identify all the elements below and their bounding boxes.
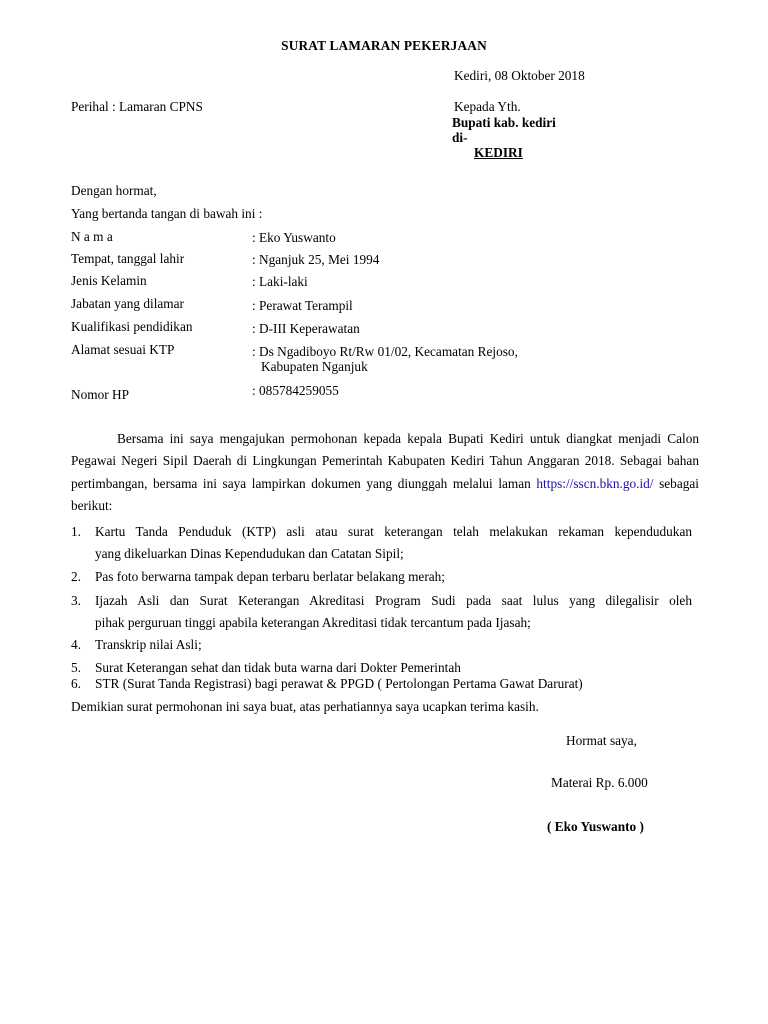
- list-item: Ijazah Asli dan Surat Keterangan Akreditasi Program Sudi pada saat lulus yang dilegalisir oleh: [95, 593, 692, 608]
- field-value-education: : D-III Keperawatan: [252, 321, 360, 336]
- field-label-name: N a m a: [71, 229, 113, 244]
- signature-name: ( Eko Yuswanto ): [547, 819, 644, 834]
- list-item: Kartu Tanda Penduduk (KTP) asli atau surat keterangan telah melakukan rekaman kependudukan: [95, 524, 692, 539]
- recipient-city: KEDIRI: [474, 145, 523, 160]
- list-item-number: 2.: [71, 569, 81, 584]
- closing-line: Demikian surat permohonan ini saya buat, atas perhatiannya saya ucapkan terima kasih.: [71, 699, 539, 714]
- intro-line: Yang bertanda tangan di bawah ini :: [71, 206, 263, 221]
- list-item: Surat Keterangan sehat dan tidak buta warna dari Dokter Pemerintah: [95, 660, 461, 675]
- list-item-number: 4.: [71, 637, 81, 652]
- field-value-position: : Perawat Terampil: [252, 298, 353, 313]
- regards: Hormat saya,: [566, 733, 637, 748]
- body-paragraph: [71, 428, 699, 517]
- opening-greeting: Dengan hormat,: [71, 183, 157, 198]
- field-value-phone: : 085784259055: [252, 383, 339, 398]
- recipient-name: Bupati kab. kediri: [452, 115, 556, 130]
- body-text: Bersama ini saya mengajukan permohonan kepada kepala Bupati Kediri untuk diangkat menjadi Calon Pegawai Negeri Sipil Daerah di Lingkungan Pemerintah Kabupaten Kediri Tahun Anggaran 2018. Sebagai bahan pertimbangan, bersama ini saya lampirkan dokumen yang diunggah melalui laman: [71, 431, 699, 491]
- field-label-phone: Nomor HP: [71, 387, 129, 402]
- list-item-number: 3.: [71, 593, 81, 608]
- letter-title: SURAT LAMARAN PEKERJAAN: [281, 38, 487, 53]
- list-item: Pas foto berwarna tampak depan terbaru berlatar belakang merah;: [95, 569, 445, 584]
- field-value-name: : Eko Yuswanto: [252, 230, 336, 245]
- field-value-address-line2: Kabupaten Nganjuk: [261, 359, 368, 374]
- sscn-link[interactable]: https://sscn.bkn.go.id/: [536, 475, 654, 491]
- body-text-after-link: sebagai berikut:: [71, 475, 699, 513]
- stamp-note: Materai Rp. 6.000: [551, 775, 648, 790]
- recipient-greeting: Kepada Yth.: [454, 99, 521, 114]
- place-date: Kediri, 08 Oktober 2018: [454, 68, 585, 83]
- field-value-birth: : Nganjuk 25, Mei 1994: [252, 252, 380, 267]
- list-item: STR (Surat Tanda Registrasi) bagi perawat & PPGD ( Pertolongan Pertama Gawat Darurat): [95, 676, 583, 691]
- field-label-education: Kualifikasi pendidikan: [71, 319, 193, 334]
- list-item-continuation: yang dikeluarkan Dinas Kependudukan dan Catatan Sipil;: [95, 546, 404, 561]
- subject-line: Perihal : Lamaran CPNS: [71, 99, 203, 114]
- field-label-position: Jabatan yang dilamar: [71, 296, 184, 311]
- field-value-gender: : Laki-laki: [252, 274, 308, 289]
- list-item-continuation: pihak perguruan tinggi apabila keterangan Akreditasi tidak tercantum pada Ijasah;: [95, 615, 531, 630]
- list-item-number: 5.: [71, 660, 81, 675]
- field-label-address: Alamat sesuai KTP: [71, 342, 175, 357]
- recipient-prefix: di-: [452, 130, 468, 145]
- field-label-birth: Tempat, tanggal lahir: [71, 251, 185, 266]
- list-item-number: 6.: [71, 676, 81, 691]
- field-label-gender: Jenis Kelamin: [71, 273, 147, 288]
- field-value-address: : Ds Ngadiboyo Rt/Rw 01/02, Kecamatan Rejoso,: [252, 344, 518, 359]
- list-item: Transkrip nilai Asli;: [95, 637, 202, 652]
- list-item-number: 1.: [71, 524, 81, 539]
